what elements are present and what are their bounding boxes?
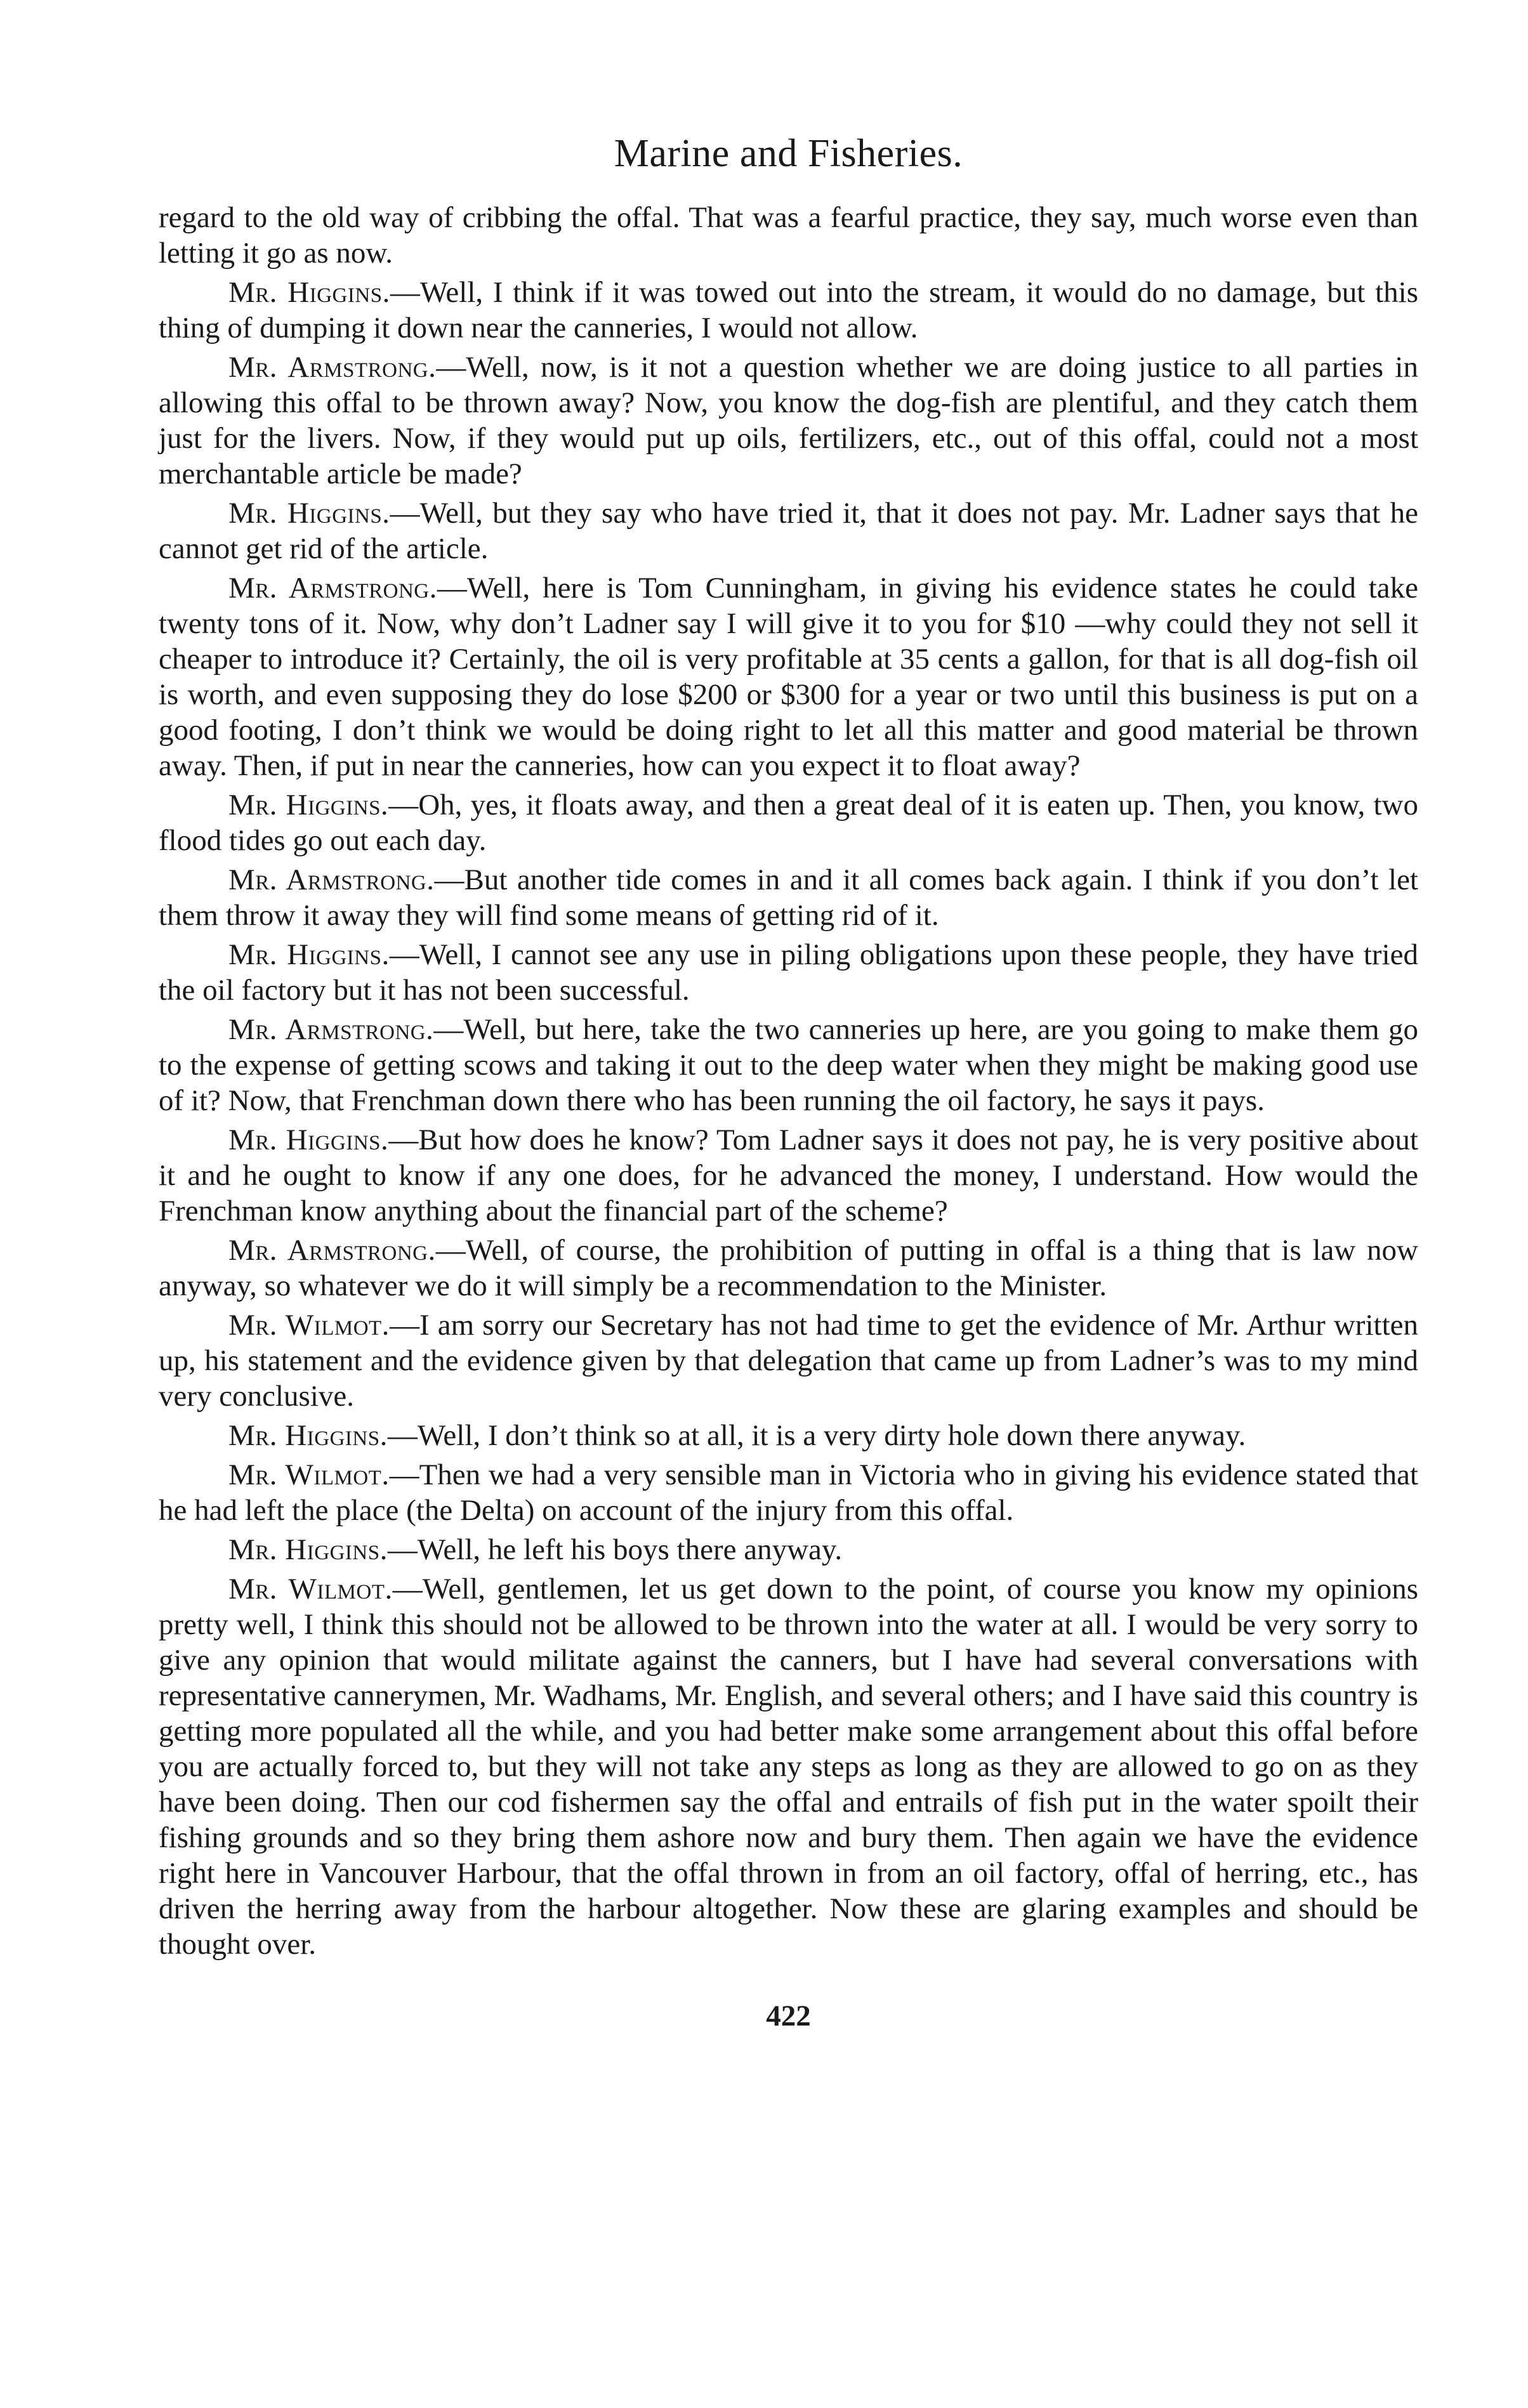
paragraph bbox=[159, 350, 1418, 492]
paragraph-text: —I am sorry our Secretary has not had time to get the evidence of Mr. Arthur written up, his statement and the evidence given by that delegation that came up from Ladner’s was to my mind very conclusive. bbox=[159, 1309, 1418, 1413]
paragraph bbox=[159, 1457, 1418, 1528]
paragraph-text: —Well, but here, take the two canneries up here, are you going to make them go to the expense of getting scows and taking it out to the deep water when they might be making good use of it? Now, that Frenchman down there who has been running the oil factory, he says it pays. bbox=[159, 1013, 1418, 1118]
paragraph-text: —Well, gentlemen, let us get down to the point, of course you know my opinions pretty well, I think this should not be allowed to be thrown into the water at all. I would be very sorry to give any opinion that would militate against the canners, but I have had several conversations with representative cannerymen, Mr. Wadhams, Mr. English, and several others; and I have said this country is getting more populated all the while, and you had better make some arrangement about this offal before you are actually forced to, but they will not take any steps as long as they are allowed to go on as they have been doing. Then our cod fishermen say the offal and entrails of fish put in the water spoilt their fishing grounds and so they bring them ashore now and bury them. Then again we have the evidence right here in Vancouver Harbour, that the offal thrown in from an oil factory, offal of herring, etc., has driven the herring away from the harbour altogether. Now these are glaring examples and should be thought over. bbox=[159, 1573, 1418, 1961]
paragraph bbox=[159, 200, 1418, 271]
paragraph bbox=[159, 1532, 1418, 1567]
speaker-name: Mr. Wilmot. bbox=[228, 1458, 390, 1492]
paragraph bbox=[159, 1307, 1418, 1414]
paragraph bbox=[159, 787, 1418, 858]
paragraph bbox=[159, 1012, 1418, 1118]
paragraph-text: —Well, of course, the prohibition of putting in offal is a thing that is law now anyway, so whatever we do it will simply be a recommendation to the Minister. bbox=[159, 1234, 1418, 1303]
speaker-name: Mr. Higgins. bbox=[228, 1533, 388, 1567]
paragraph bbox=[159, 1233, 1418, 1304]
paragraph-text: —Well, but they say who have tried it, that it does not pay. Mr. Ladner says that he cannot get rid of the article. bbox=[159, 497, 1419, 566]
speaker-name: Mr. Higgins. bbox=[228, 1123, 389, 1157]
paragraph bbox=[159, 1571, 1418, 1962]
paragraph-text: —Well, I cannot see any use in piling obligations upon these people, they have tried the oil factory but it has not been successful. bbox=[159, 938, 1418, 1007]
speaker-name: Mr. Armstrong. bbox=[228, 351, 437, 384]
speaker-name: Mr. Higgins. bbox=[228, 276, 390, 310]
paragraph-text: —Then we had a very sensible man in Victoria who in giving his evidence stated that he had left the place (the Delta) on account of the injury from this offal. bbox=[159, 1458, 1418, 1528]
paragraph bbox=[159, 1122, 1418, 1229]
document-page bbox=[159, 130, 1418, 2033]
speaker-name: Mr. Higgins. bbox=[228, 1419, 388, 1453]
paragraph bbox=[159, 275, 1418, 346]
paragraph-text: —Oh, yes, it floats away, and then a great deal of it is eaten up. Then, you know, two flood tides go out each day. bbox=[159, 788, 1418, 858]
speaker-name: Mr. Higgins. bbox=[228, 497, 390, 530]
paragraph-text: —Well, here is Tom Cunningham, in giving his evidence states he could take twenty tons of it. Now, why don’t Ladner say I will give it to you for $10 —why could they not sell it cheaper to introduce it? Certainly, the oil is very profitable at 35 cents a gallon, for that is all dog-fish oil is worth, and even supposing they do lose $200 or $300 for a year or two until this business is put on a good footing, I don’t think we would be doing right to let all this matter and good material be thrown away. Then, if put in near the canneries, how can you expect it to float away? bbox=[159, 572, 1418, 783]
paragraph bbox=[159, 937, 1418, 1008]
speaker-name: Mr. Armstrong. bbox=[228, 1013, 434, 1047]
paragraph-text: —Well, he left his boys there anyway. bbox=[387, 1533, 843, 1567]
paragraph-text: —But how does he know? Tom Ladner says it does not pay, he is very positive about it and he ought to know if any one does, for he advanced the money, I understand. How would the Frenchman know anything about the financial part of the scheme? bbox=[159, 1123, 1418, 1228]
speaker-name: Mr. Armstrong. bbox=[228, 863, 435, 897]
paragraph bbox=[159, 1418, 1418, 1453]
paragraph-text: —Well, I don’t think so at all, it is a very dirty hole down there anyway. bbox=[387, 1419, 1246, 1453]
speaker-name: Mr. Armstrong. bbox=[228, 1234, 436, 1267]
paragraph-text: —Well, now, is it not a question whether we are doing justice to all parties in allowing this offal to be thrown away? Now, you know the dog-fish are plentiful, and they catch them just for the livers. Now, if they would put up oils, fertilizers, etc., out of this offal, could not a most merchantable article be made? bbox=[159, 351, 1418, 491]
page-number: 422 bbox=[766, 1999, 811, 2033]
speaker-name: Mr. Higgins. bbox=[228, 788, 389, 822]
paragraph bbox=[159, 570, 1418, 783]
paragraph bbox=[159, 862, 1418, 933]
speaker-name: Mr. Armstrong. bbox=[228, 572, 437, 605]
paragraph-text: regard to the old way of cribbing the offal. That was a fearful practice, they say, much worse even than letting it go as now. bbox=[159, 201, 1418, 270]
paragraph-text: —But another tide comes in and it all comes back again. I think if you don’t let them throw it away they will find some means of getting rid of it. bbox=[159, 863, 1418, 932]
speaker-name: Mr. Wilmot. bbox=[228, 1573, 393, 1606]
speaker-name: Mr. Wilmot. bbox=[228, 1309, 390, 1342]
paragraph bbox=[159, 495, 1418, 566]
paragraph-text: —Well, I think if it was towed out into the stream, it would do no damage, but this thing of dumping it down near the canneries, I would not allow. bbox=[159, 276, 1419, 345]
running-head: Marine and Fisheries. bbox=[614, 132, 963, 175]
speaker-name: Mr. Higgins. bbox=[228, 938, 390, 972]
body-text bbox=[159, 200, 1418, 1962]
